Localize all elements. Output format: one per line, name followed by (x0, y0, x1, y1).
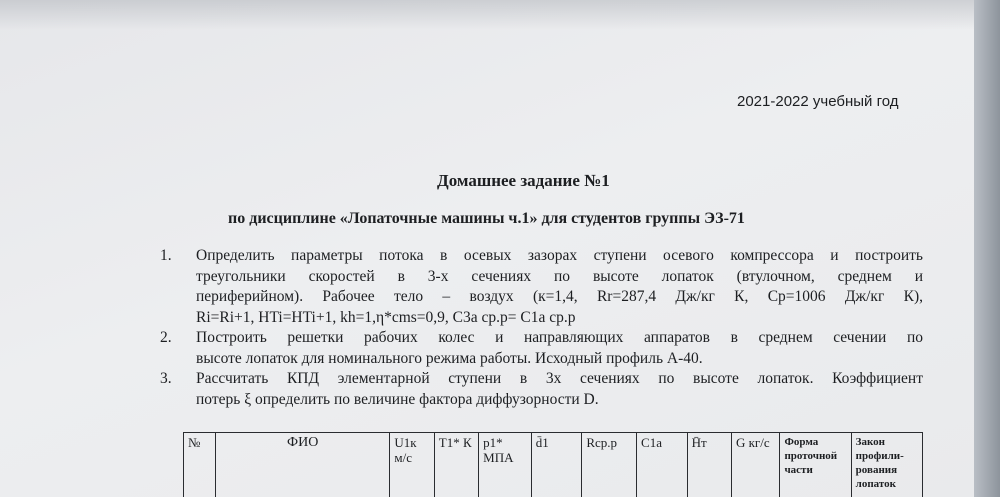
task-line: Ri=Ri+1, HTi=HTi+1, kh=1,η*cms=0,9, C3a cp.p= C1a cp.p (196, 308, 576, 326)
paper-shadow (0, 0, 1000, 30)
assignment-subtitle: по дисциплине «Лопаточные машины ч.1» для студентов группы ЭЗ-71 (228, 210, 745, 227)
task-item (160, 369, 923, 410)
paper-edge (974, 0, 1000, 497)
task-text (196, 328, 923, 369)
student-table (183, 432, 923, 497)
data-table (183, 432, 923, 497)
col-c1a: C1a (637, 433, 688, 497)
academic-year: 2021-2022 учебный год (737, 93, 899, 110)
task-line: Определить параметры потока в осевых зазорах ступени осевого компрессора и построить (196, 247, 923, 264)
col-u1k: U1к м/с (390, 433, 434, 497)
col-d1: d̄1 (531, 433, 582, 497)
col-ht: H̄т (687, 433, 731, 497)
col-shape: Форма проточной части (780, 433, 851, 497)
task-number: 1. (160, 247, 172, 264)
col-rcpp: Rср.р (582, 433, 637, 497)
col-fio: ФИО (215, 433, 389, 497)
task-line: потерь ξ определить по величине фактора диффузорности D. (196, 390, 599, 408)
task-line: Построить решетки рабочих колес и направляющих аппаратов в среднем сечении по (196, 329, 923, 346)
task-line: периферийном). Рабочее тело – воздух (к=1,4, Rr=287,4 Дж/кг К, Cp=1006 Дж/кг К), (196, 288, 923, 305)
col-g: G кг/с (731, 433, 780, 497)
assignment-title: Домашнее задание №1 (437, 171, 610, 190)
table-header-row (184, 433, 923, 497)
task-line: треугольники скоростей в 3-х сечениях по высоте лопаток (втулочном, среднем и (196, 267, 923, 285)
col-p1: p1* МПА (479, 433, 532, 497)
task-number: 3. (160, 370, 172, 387)
col-t1: T1* К (434, 433, 478, 497)
task-item (160, 246, 923, 328)
col-number: № (184, 433, 216, 497)
task-number: 2. (160, 329, 172, 346)
col-law: Закон профили-рования лопаток (851, 433, 922, 497)
task-line: высоте лопаток для номинального режима работы. Исходный профиль А-40. (196, 349, 703, 367)
task-list (160, 246, 923, 410)
task-text (196, 246, 923, 328)
task-line: Рассчитать КПД элементарной ступени в 3х сечениях по высоте лопаток. Коэффициент (196, 370, 923, 387)
task-item (160, 328, 923, 369)
task-text (196, 369, 923, 410)
